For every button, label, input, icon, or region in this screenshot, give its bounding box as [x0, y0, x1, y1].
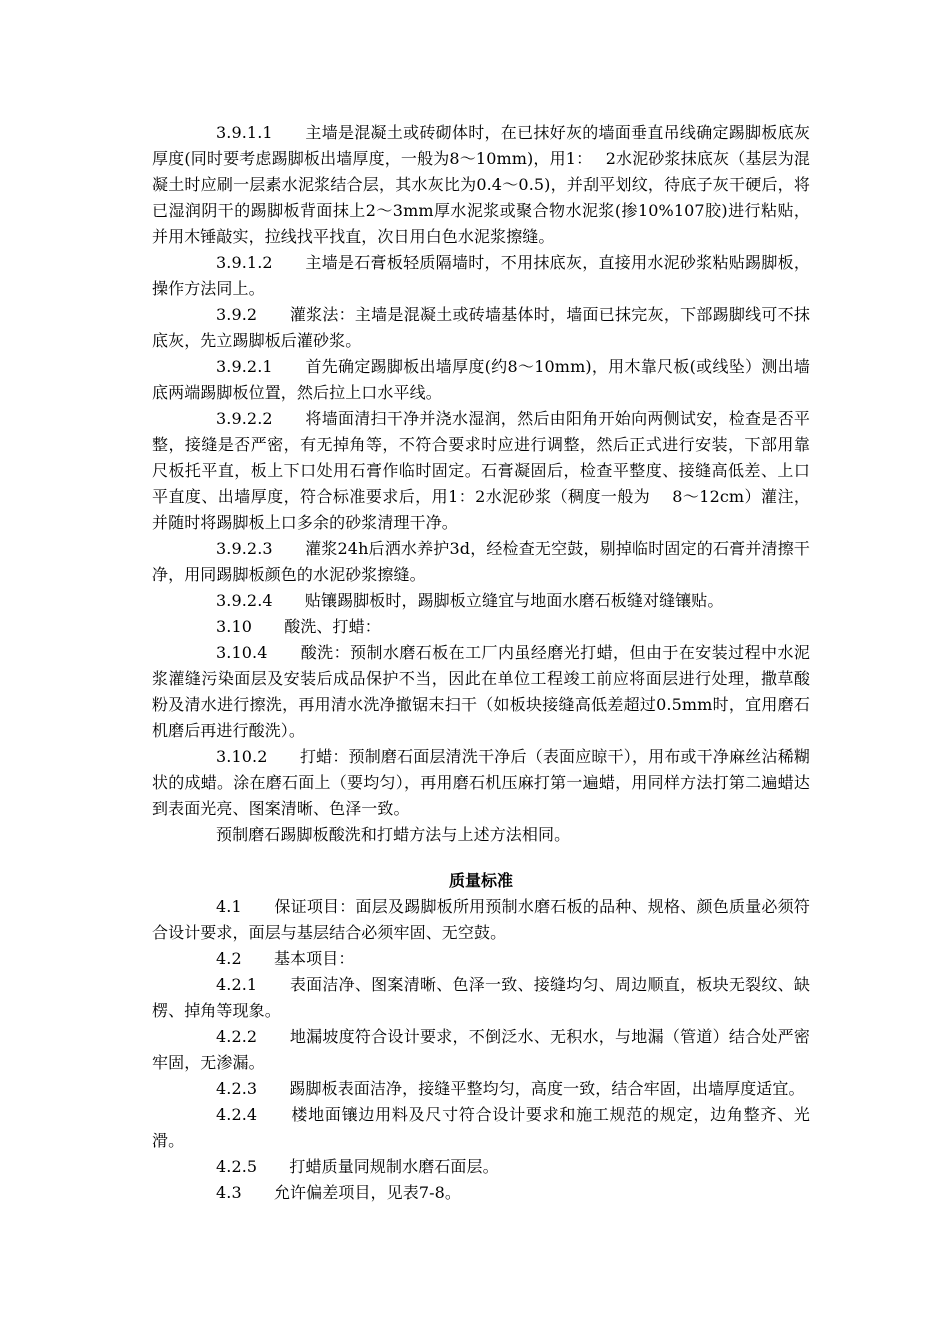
paragraph-3-9-2-4: 3.9.2.4 贴镶踢脚板时，踢脚板立缝宜与地面水磨石板缝对缝镶贴。: [216, 591, 724, 610]
paragraph-3-9-2-1: 3.9.2.1 首先确定踢脚板出墙厚度(约8～10mm)，用木靠尺板(或线坠）测出墙底两端踢脚板位置，然后拉上口水平线。: [152, 357, 810, 402]
body-text-top: [152, 120, 810, 848]
paragraph-3-9-2-2: 3.9.2.2 将墙面清扫干净并浇水湿润，然后由阳角开始向两侧试安，检查是否平整，接缝是否严密，有无掉角等，不符合要求时应进行调整，然后正式进行安装，下部用靠尺板托平直，板上下口处用石膏作临时固定。石膏凝固后，检查平整度、接缝高低差、上口平直度、出墙厚度，符合标准要求后，用1：2水泥砂浆（稠度一般为 8～12cm）灌注，并随时将踢脚板上口多余的砂浆清理干净。: [152, 409, 810, 532]
paragraph-3-9-1-2: 3.9.1.2 主墙是石膏板轻质隔墙时，不用抹底灰，直接用水泥砂浆粘贴踢脚板，操作方法同上。: [152, 253, 810, 298]
paragraph-4-2-5: 4.2.5 打蜡质量同规制水磨石面层。: [216, 1157, 499, 1176]
paragraph-4-1: 4.1 保证项目：面层及踢脚板所用预制水磨石板的品种、规格、颜色质量必须符合设计要求，面层与基层结合必须牢固、无空鼓。: [152, 897, 810, 942]
paragraph-4-2-2: 4.2.2 地漏坡度符合设计要求，不倒泛水、无积水，与地漏（管道）结合处严密牢固，无渗漏。: [152, 1027, 810, 1072]
section-heading-quality-standard: 质量标准: [448, 871, 513, 890]
paragraph-3-10-2: 3.10.2 打蜡：预制磨石面层清洗干净后（表面应晾干），用布或干净麻丝沾稀糊状的成蜡。涂在磨石面上（要均匀），再用磨石机压麻打第一遍蜡，用同样方法打第二遍蜡达到表面光亮、图案清晰、色泽一致。: [152, 747, 810, 818]
paragraph-4-2-1: 4.2.1 表面洁净、图案清晰、色泽一致、接缝均匀、周边顺直，板块无裂纹、缺楞、掉角等现象。: [152, 975, 810, 1020]
paragraph-terrazzo-skirting-note: 预制磨石踢脚板酸洗和打蜡方法与上述方法相同。: [216, 825, 571, 844]
paragraph-3-9-1-1: 3.9.1.1 主墙是混凝土或砖砌体时，在已抹好灰的墙面垂直吊线确定踢脚板底灰厚度(同时要考虑踢脚板出墙厚度，一般为8～10mm)，用1： 2水泥砂浆抹底灰（基层为混凝土时应刷一层素水泥浆结合层，其水灰比为0.4～0.5)，并刮平划纹，待底子灰干硬后，将已湿润阴干的踢脚板背面抹上2～3mm厚水泥浆或聚合物水泥浆(掺10%107胶)进行粘贴，并用木锤敲实，拉线找平找直，次日用白色水泥浆擦缝。: [152, 123, 810, 246]
paragraph-4-2: 4.2 基本项目：: [216, 949, 355, 968]
paragraph-4-2-3: 4.2.3 踢脚板表面洁净，接缝平整均匀，高度一致，结合牢固，出墙厚度适宜。: [216, 1079, 805, 1098]
body-text-bottom: [152, 894, 810, 1206]
paragraph-3-9-2: 3.9.2 灌浆法：主墙是混凝土或砖墙基体时，墙面已抹完灰，下部踢脚线可不抹底灰，先立踢脚板后灌砂浆。: [152, 305, 810, 350]
paragraph-3-10: 3.10 酸洗、打蜡：: [216, 617, 381, 636]
paragraph-4-2-4: 4.2.4 楼地面镶边用料及尺寸符合设计要求和施工规范的规定，边角整齐、光滑。: [152, 1105, 810, 1150]
paragraph-3-10-4: 3.10.4 酸洗：预制水磨石板在工厂内虽经磨光打蜡，但由于在安装过程中水泥浆灌缝污染面层及安装后成品保护不当，因此在单位工程竣工前应将面层进行处理，撒草酸粉及清水进行擦洗，再用清水洗净撤锯末扫干（如板块接缝高低差超过0.5mm时，宜用磨石机磨后再进行酸洗）。: [152, 643, 810, 740]
paragraph-3-9-2-3: 3.9.2.3 灌浆24h后洒水养护3d，经检查无空鼓，剔掉临时固定的石膏并清擦干净，用同踢脚板颜色的水泥砂浆擦缝。: [152, 539, 810, 584]
paragraph-4-3: 4.3 允许偏差项目，见表7-8。: [216, 1183, 462, 1202]
